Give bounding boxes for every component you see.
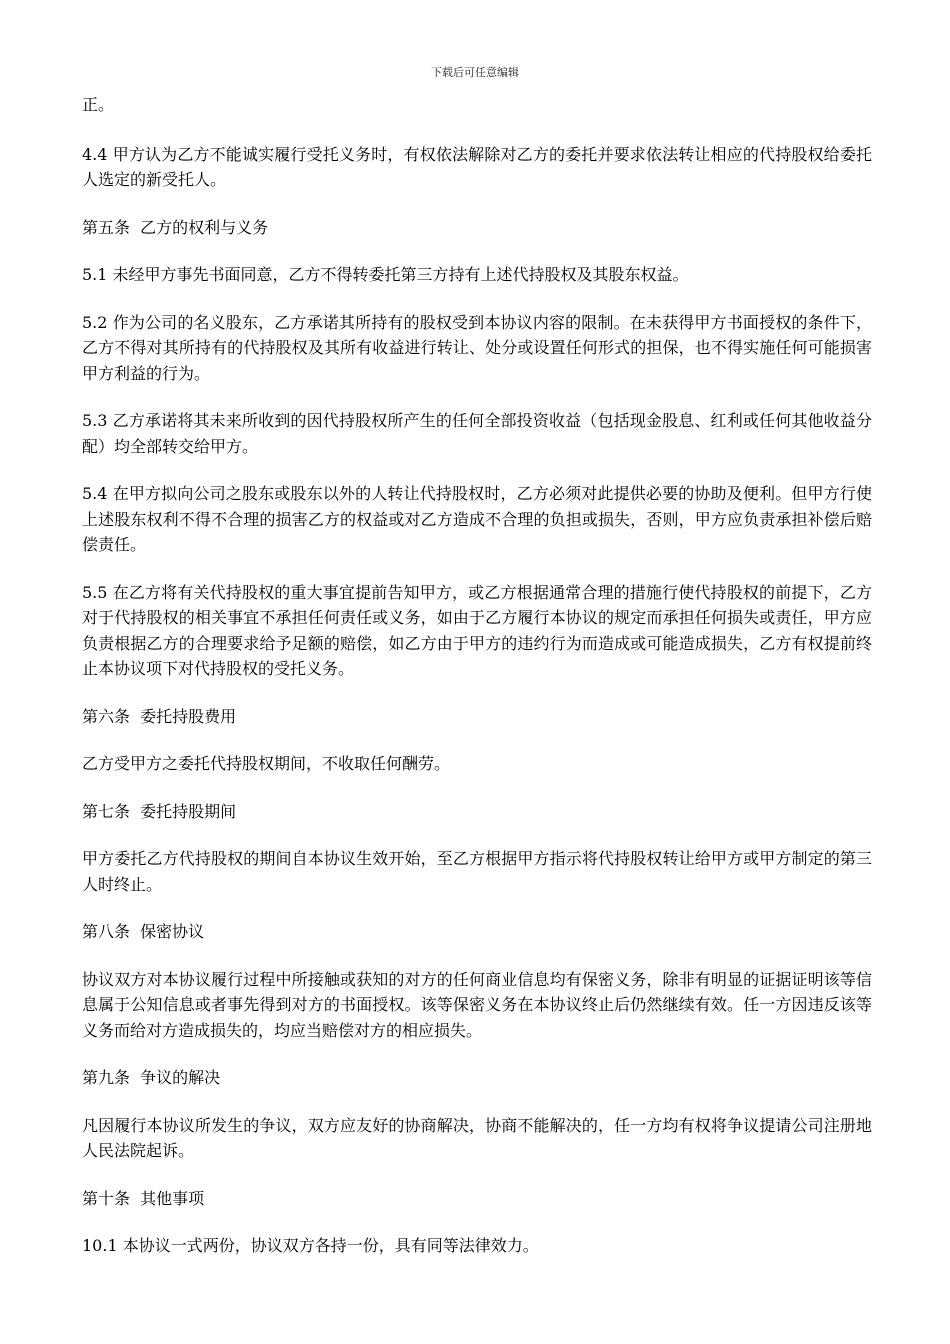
section-heading-article-8: 第八条 保密协议	[82, 922, 205, 941]
paragraph-article-9: 凡因履行本协议所发生的争议，双方应友好的协商解决，协商不能解决的，任一方均有权将争议提请公司注册地人民法院起诉。	[82, 1115, 872, 1160]
paragraph-5-1: 5.1 未经甲方事先书面同意，乙方不得转委托第三方持有上述代持股权及其股东权益。	[82, 265, 689, 284]
paragraph-5-5: 5.5 在乙方将有关代持股权的重大事宜提前告知甲方，或乙方根据通常合理的措施行使代持股权的前提下，乙方对于代持股权的相关事宜不承担任何责任或义务，如由于乙方履行本协议的规定而承担任何损失或责任，甲方应负责根据乙方的合理要求给予足额的赔偿，如乙方由于甲方的违约行为而造成或可能造成损失，乙方有权提前终止本协议项下对代持股权的受托义务。	[82, 582, 872, 678]
paragraph-article-7: 甲方委托乙方代持股权的期间自本协议生效开始，至乙方根据甲方指示将代持股权转让给甲方或甲方制定的第三人时终止。	[82, 849, 872, 894]
section-heading-article-5: 第五条 乙方的权利与义务	[82, 217, 269, 237]
paragraph-5-4: 5.4 在甲方拟向公司之股东或股东以外的人转让代持股权时，乙方必须对此提供必要的协助及便利。但甲方行使上述股东权利不得不合理的损害乙方的权益或对乙方造成不合理的负担或损失，否则，甲方应负责承担补偿后赔偿责任。	[82, 484, 872, 554]
paragraph-5-2: 5.2 作为公司的名义股东，乙方承诺其所持有的股权受到本协议内容的限制。在未获得甲方书面授权的条件下，乙方不得对其所持有的代持股权及其所有收益进行转让、处分或设置任何形式的担保，也不得实施任何可能损害甲方利益的行为。	[82, 312, 872, 383]
section-heading-article-7: 第七条 委托持股期间	[82, 801, 237, 821]
section-heading-article-9: 第九条 争议的解决	[82, 1068, 221, 1087]
paragraph-article-8: 协议双方对本协议履行过程中所接触或获知的对方的任何商业信息均有保密义务，除非有明显的证据证明该等信息属于公知信息或者事先得到对方的书面授权。该等保密义务在本协议终止后仍然继续有效。任一方因违反该等义务而给对方造成损失的，均应当赔偿对方的相应损失。	[82, 969, 872, 1040]
paragraph-article-6: 乙方受甲方之委托代持股权期间，不收取任何酬劳。	[82, 754, 451, 773]
paragraph-10-1: 10.1 本协议一式两份，协议双方各持一份，具有同等法律效力。	[82, 1236, 539, 1255]
paragraph-continuation: 正。	[82, 95, 115, 114]
section-heading-article-6: 第六条 委托持股费用	[82, 706, 237, 726]
page-header: 下载后可任意编辑	[431, 66, 519, 79]
document-body	[82, 92, 872, 1281]
paragraph-4-4: 4.4 甲方认为乙方不能诚实履行受托义务时，有权依法解除对乙方的委托并要求依法转让相应的代持股权给委托人选定的新受托人。	[82, 144, 872, 189]
paragraph-5-3: 5.3 乙方承诺将其未来所收到的因代持股权所产生的任何全部投资收益（包括现金股息、红利或任何其他收益分配）均全部转交给甲方。	[82, 411, 872, 456]
section-heading-article-10: 第十条 其他事项	[82, 1188, 205, 1208]
